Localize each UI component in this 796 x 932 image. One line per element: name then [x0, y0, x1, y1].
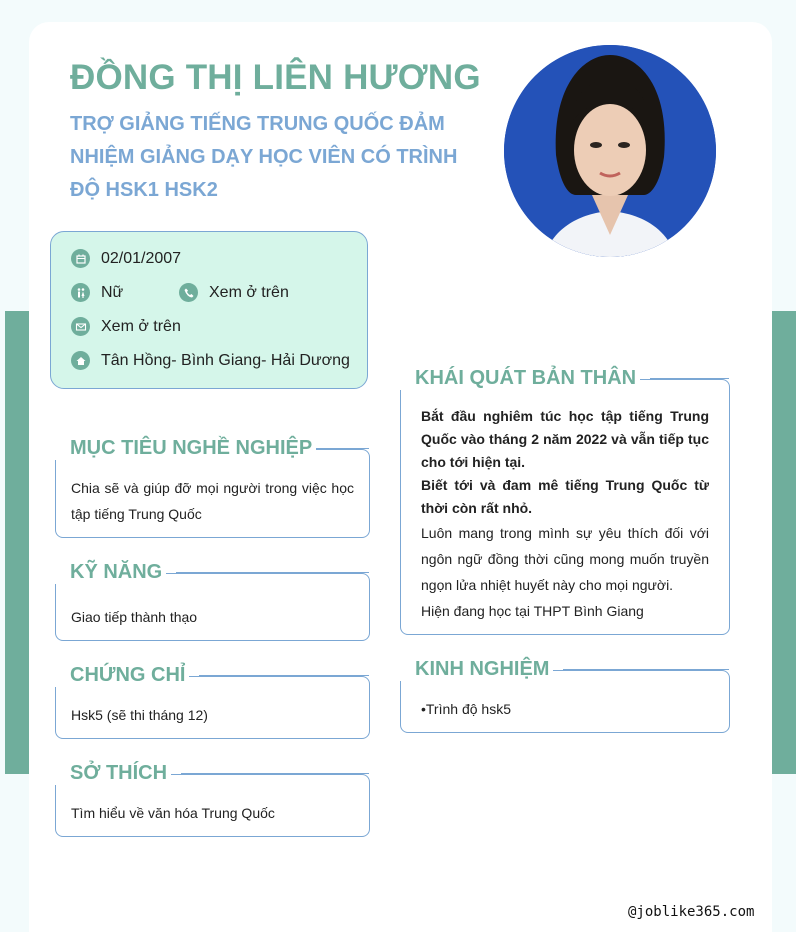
birthdate-row — [71, 249, 181, 268]
skills-heading-rule — [176, 572, 369, 573]
candidate-title: TRỢ GIẢNG TIẾNG TRUNG QUỐC ĐẢM NHIỆM GIẢNG DẠY HỌC VIÊN CÓ TRÌNH ĐỘ HSK1 HSK2 — [70, 113, 458, 201]
hobbies-heading-rule — [181, 773, 369, 774]
experience-heading — [400, 658, 729, 681]
certificates-heading-label: CHỨNG CHỈ — [55, 664, 189, 687]
experience-text: •Trình độ hsk5 — [421, 701, 511, 717]
contact-info-box — [50, 231, 368, 389]
home-icon — [71, 351, 90, 370]
career-goal-heading-label: MỤC TIÊU NGHỀ NGHIỆP — [55, 437, 316, 460]
skills-text: Giao tiếp thành thạo — [71, 609, 198, 625]
email-value: Xem ở trên — [101, 317, 181, 335]
calendar-icon — [71, 249, 90, 268]
career-goal-heading-rule — [316, 448, 369, 449]
right-decor-band — [772, 311, 796, 774]
left-decor-band — [5, 311, 29, 774]
certificates-heading-rule — [199, 675, 369, 676]
skills-heading — [55, 561, 369, 584]
gender-value: Nữ — [101, 283, 124, 301]
about-heading-label: KHÁI QUÁT BẢN THÂN — [400, 367, 640, 390]
certificates-heading — [55, 664, 369, 687]
about-paragraph-1: Luôn mang trong mình sự yêu thích đối với ngôn ngữ đồng thời cũng mong muốn truyền ngọn lửa nhiệt huyết này cho mọi người. — [421, 525, 709, 593]
watermark: @joblike365.com — [628, 904, 755, 920]
career-goal-heading — [55, 437, 369, 460]
hobbies-heading — [55, 762, 369, 785]
certificates-text: Hsk5 (sẽ thi tháng 12) — [71, 707, 208, 723]
hobbies-text: Tìm hiểu về văn hóa Trung Quốc — [71, 805, 275, 821]
about-paragraph-2: Hiện đang học tại THPT Bình Giang — [421, 603, 644, 619]
phone-icon — [179, 283, 198, 302]
about-heading-rule — [650, 378, 729, 379]
gender-row — [71, 283, 123, 302]
profile-photo — [504, 45, 716, 257]
email-icon — [71, 317, 90, 336]
experience-heading-label: KINH NGHIỆM — [400, 658, 553, 681]
about-heading — [400, 367, 729, 390]
skills-heading-label: KỸ NĂNG — [55, 561, 166, 584]
birthdate-value: 02/01/2007 — [101, 249, 182, 267]
address-row — [71, 351, 350, 370]
candidate-name: ĐỒNG THỊ LIÊN HƯƠNG — [70, 58, 481, 97]
hobbies-heading-label: SỞ THÍCH — [55, 762, 171, 785]
phone-row — [179, 283, 289, 302]
experience-heading-rule — [563, 669, 729, 670]
career-goal-text: Chia sẽ và giúp đỡ mọi người trong việc học tập tiếng Trung Quốc — [71, 480, 354, 522]
about-bold-paragraph-1: Bắt đầu nghiêm túc học tập tiếng Trung Quốc vào tháng 2 năm 2022 và vẫn tiếp tục cho tới hiện tại. — [421, 408, 709, 470]
phone-value: Xem ở trên — [209, 283, 289, 301]
address-value: Tân Hồng- Bình Giang- Hải Dương — [101, 351, 350, 369]
profile-photo-illustration — [504, 45, 716, 257]
gender-icon — [71, 283, 90, 302]
email-row — [71, 317, 181, 336]
about-bold-paragraph-2: Biết tới và đam mê tiếng Trung Quốc từ thời còn rất nhỏ. — [421, 477, 709, 516]
